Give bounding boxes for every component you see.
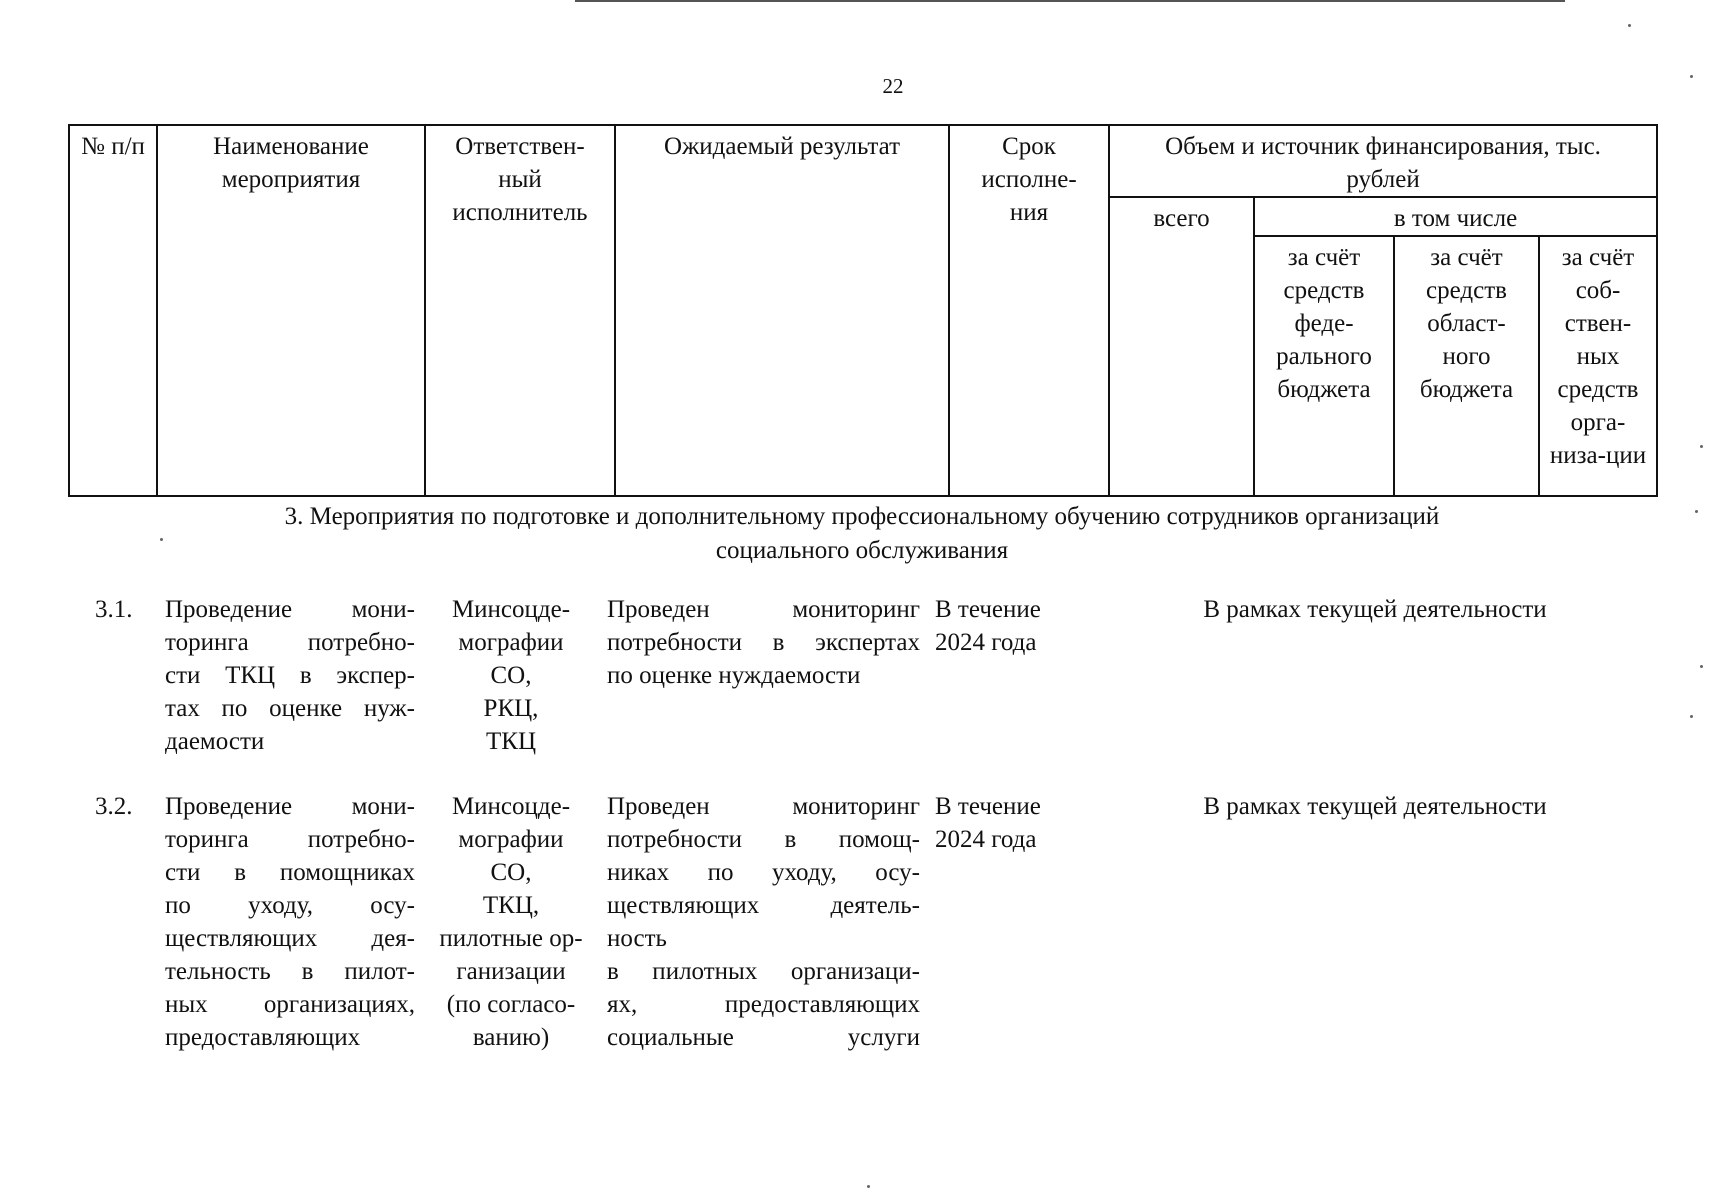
header-num: № п/п — [69, 125, 157, 496]
row-responsible: Минсоцде- мографии СО, РКЦ, ТКЦ — [451, 596, 571, 755]
scan-speck — [1700, 445, 1703, 448]
scan-speck — [1700, 665, 1703, 668]
header-including: в том числе — [1254, 197, 1657, 236]
scan-speck — [1690, 715, 1693, 718]
scan-speck — [867, 1185, 870, 1188]
header-total: всего — [1109, 197, 1254, 496]
row-result: Проведен мониторинг потребности в экспертах по оценке нуждаемости — [607, 596, 920, 689]
row-result: Проведен мониторинг потребности в помощ- никах по уходу, осу- ществляющих деятель- ность в пилотных организаци- ях, предоставляющих социальные услуги — [607, 793, 920, 1051]
row-financing: В рамках текущей деятельности — [1203, 793, 1547, 820]
top-rule — [575, 0, 1565, 2]
header-responsible: Ответствен-ный исполнитель — [425, 125, 615, 496]
row-responsible: Минсоцде- мографии СО, ТКЦ, пилотные ор- ганизации (по согласо- ванию) — [439, 793, 583, 1051]
section-title: 3. Мероприятия по подготовке и дополнительному профессиональному обучению сотрудников организаций социального обслуживания — [284, 503, 1440, 564]
header-regional: за счёт средств област-ного бюджета — [1394, 236, 1539, 496]
scan-speck — [1628, 24, 1631, 27]
row-name: Проведение мони- торинга потребно- сти в помощниках по уходу, осу- ществляющих дея- тельность в пилот- ных организациях, предоставляющих — [165, 793, 415, 1051]
scan-speck — [1690, 75, 1693, 78]
row-term: В течение 2024 года — [935, 793, 1041, 853]
header-federal: за счёт средств феде-рального бюджета — [1254, 236, 1394, 496]
header-own: за счёт соб-ствен-ных средств орга-низа-ции — [1539, 236, 1657, 496]
header-financing: Объем и источник финансирования, тыс. рублей — [1109, 125, 1657, 197]
row-number: 3.1. — [95, 596, 133, 623]
header-name: Наименование мероприятия — [157, 125, 425, 496]
row-financing: В рамках текущей деятельности — [1203, 596, 1547, 623]
table-row — [95, 593, 1655, 763]
header-term: Срок исполне-ния — [949, 125, 1109, 496]
header-result: Ожидаемый результат — [615, 125, 949, 496]
row-number: 3.2. — [95, 793, 133, 820]
row-term: В течение 2024 года — [935, 596, 1041, 656]
scan-speck — [160, 538, 163, 541]
page-number: 22 — [882, 74, 904, 98]
table-row — [95, 790, 1655, 1060]
row-name: Проведение мони- торинга потребно- сти ТКЦ в экспер- тах по оценке нуж- даемости — [165, 596, 415, 755]
scan-speck — [1695, 510, 1698, 513]
header-table — [68, 124, 1658, 497]
